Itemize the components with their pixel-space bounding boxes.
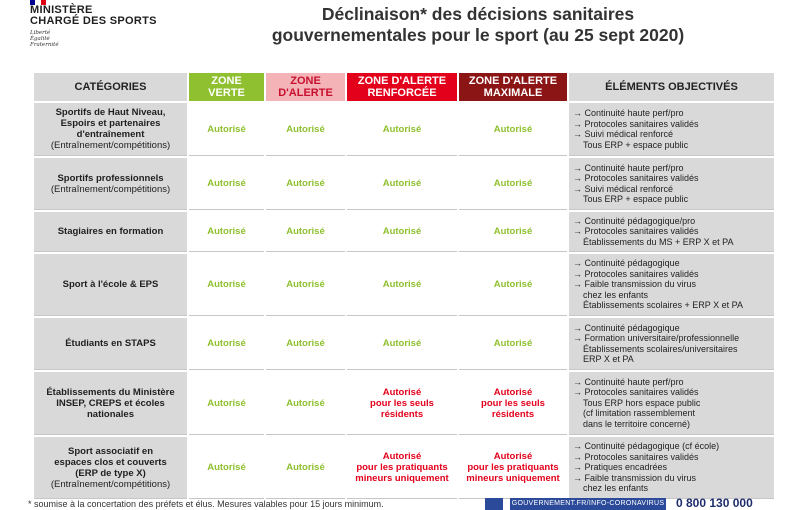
table-row (34, 103, 774, 156)
elements-cell (569, 254, 774, 316)
element-line: → Faible transmission du virus (573, 472, 697, 483)
element-line: → Protocoles sanitaires validés (573, 268, 699, 279)
zone-status-cell: Autorisé (189, 103, 264, 156)
elements-cell (569, 318, 774, 370)
element-line: → Continuité pédagogique (573, 258, 680, 269)
table-row (34, 158, 774, 210)
zone-status-cell: Autorisé (189, 158, 264, 210)
element-line: → Protocoles sanitaires validés (573, 451, 699, 462)
category-name: Sport associatif en (68, 445, 153, 457)
element-line: → Protocoles sanitaires validés (573, 118, 699, 129)
table-row (34, 437, 774, 499)
category-name: d'entraînement (76, 129, 145, 140)
zone-status-cell: Autorisé (347, 158, 457, 210)
element-line: Établissements du MS + ERP X et PA (583, 236, 734, 247)
elements-cell (569, 103, 774, 156)
elements-cell (569, 158, 774, 210)
category-subtitle: (Entraînement/compétitions) (50, 478, 171, 490)
category-name: Sport à l'école & EPS (62, 279, 159, 290)
table-row (34, 318, 774, 370)
zone-status-cell: Autorisé (266, 318, 345, 370)
category-cell (34, 372, 187, 435)
header-categories: CATÉGORIES (34, 73, 187, 101)
zone-status-cell: Autorisé pour les pratiquants mineurs uniquement (347, 437, 457, 499)
zone-status-cell: Autorisé pour les seuls résidents (347, 372, 457, 435)
elements-cell (569, 437, 774, 499)
element-line: → Pratiques encadrées (573, 462, 668, 473)
category-subtitle: (Entraînement/compétitions) (50, 183, 171, 195)
category-cell (34, 158, 187, 210)
element-line: chez les enfants (583, 483, 649, 494)
element-line: → Continuité haute perf/pro (573, 376, 684, 387)
element-line: ERP X et PA (583, 354, 634, 364)
element-line: Tous ERP + espace public (583, 194, 689, 204)
header-zone-verte: ZONE VERTE (189, 73, 264, 101)
zone-status-cell: Autorisé (189, 437, 264, 499)
zone-status-cell: Autorisé (189, 254, 264, 316)
ministry-logo (30, 0, 180, 56)
category-cell (34, 318, 187, 370)
zone-status-cell: Autorisé (266, 372, 345, 435)
zone-status-cell: Autorisé pour les seuls résidents (459, 372, 567, 435)
zone-status-cell: Autorisé (459, 254, 567, 316)
header-zone-alerte: ZONE D'ALERTE (266, 73, 345, 101)
element-line: Établissements scolaires + ERP X et PA (583, 300, 743, 311)
element-line: (cf limitation rassemblement (583, 408, 696, 419)
element-line: dans le territoire concerné) (583, 418, 691, 429)
element-line: → Suivi médical renforcé (573, 129, 674, 139)
category-cell (34, 103, 187, 156)
category-name: INSEP, CREPS et écoles (56, 397, 165, 409)
footnote: * soumise à la concertation des préfets et élus. Mesures valables pour 15 jours minimum. (28, 499, 384, 509)
page-title: Déclinaison* des décisions sanitaires gouvernementales pour le sport (au 25 sept 2020) (271, 4, 685, 45)
eu-flag-icon (485, 498, 503, 510)
table-row (34, 372, 774, 435)
zone-status-cell: Autorisé (189, 212, 264, 252)
zone-status-cell: Autorisé (347, 254, 457, 316)
hotline-number: 0 800 130 000 (676, 496, 753, 510)
decisions-table (32, 71, 776, 501)
element-line: → Protocoles sanitaires validés (573, 226, 699, 237)
category-cell (34, 437, 187, 499)
zone-status-cell: Autorisé (347, 318, 457, 370)
zone-status-cell: Autorisé (266, 437, 345, 499)
ministry-name: MINISTÈRE CHARGÉ DES SPORTS (30, 4, 157, 27)
category-name: Espoirs et partenaires (60, 118, 161, 129)
element-line: → Formation universitaire/professionnelle (573, 333, 740, 343)
zone-status-cell: Autorisé (347, 212, 457, 252)
zone-status-cell: Autorisé (459, 158, 567, 210)
zone-status-cell: Autorisé (459, 103, 567, 156)
gouv-info-link[interactable]: GOUVERNEMENT.FR/INFO-CORONAVIRUS (510, 498, 666, 510)
zone-status-cell: Autorisé (459, 212, 567, 252)
category-name: Étudiants en STAPS (65, 338, 156, 349)
elements-cell (569, 372, 774, 435)
category-name: nationales (87, 408, 134, 420)
element-line: chez les enfants (583, 289, 649, 300)
element-line: → Continuité haute perf/pro (573, 108, 684, 118)
elements-cell (569, 212, 774, 252)
header-elements: ÉLÉMENTS OBJECTIVÉS (569, 73, 774, 101)
element-line: → Protocoles sanitaires validés (573, 173, 699, 183)
zone-status-cell: Autorisé (347, 103, 457, 156)
category-subtitle: (Entraînement/compétitions) (50, 140, 171, 151)
zone-status-cell: Autorisé (189, 372, 264, 435)
element-line: Tous ERP + espace public (583, 139, 689, 150)
category-name: Sportifs professionnels (57, 172, 164, 184)
category-cell (34, 212, 187, 252)
element-line: → Protocoles sanitaires validés (573, 387, 699, 398)
zone-status-cell: Autorisé pour les pratiquants mineurs uniquement (459, 437, 567, 499)
motto: Liberté Égalité Fraternité (30, 30, 59, 48)
element-line: → Continuité pédagogique/pro (573, 215, 696, 226)
header-zone-alerte-maximale: ZONE D'ALERTE MAXIMALE (459, 73, 567, 101)
header-zone-alerte-renforcee: ZONE D'ALERTE RENFORCÉE (347, 73, 457, 101)
zone-status-cell: Autorisé (266, 254, 345, 316)
element-line: → Continuité pédagogique (cf école) (573, 441, 720, 452)
category-name: Établissements du Ministère (46, 386, 175, 398)
zone-status-cell: Autorisé (266, 158, 345, 210)
category-name: (ERP de type X) (75, 467, 146, 479)
table-header-row (34, 73, 774, 101)
table-row (34, 212, 774, 252)
zone-status-cell: Autorisé (266, 212, 345, 252)
category-name: Sportifs de Haut Niveau, (55, 107, 166, 118)
element-line: → Continuité pédagogique (573, 322, 680, 333)
zone-status-cell: Autorisé (189, 318, 264, 370)
category-name: espaces clos et couverts (54, 456, 167, 468)
element-line: → Faible transmission du virus (573, 279, 697, 290)
element-line: → Continuité haute perf/pro (573, 162, 684, 173)
category-name: Stagiaires en formation (57, 226, 164, 237)
element-line: → Suivi médical renforcé (573, 183, 674, 194)
zone-status-cell: Autorisé (459, 318, 567, 370)
zone-status-cell: Autorisé (266, 103, 345, 156)
element-line: Établissements scolaires/universitaires (583, 343, 738, 354)
category-cell (34, 254, 187, 316)
table-row (34, 254, 774, 316)
element-line: Tous ERP hors espace public (583, 397, 701, 408)
